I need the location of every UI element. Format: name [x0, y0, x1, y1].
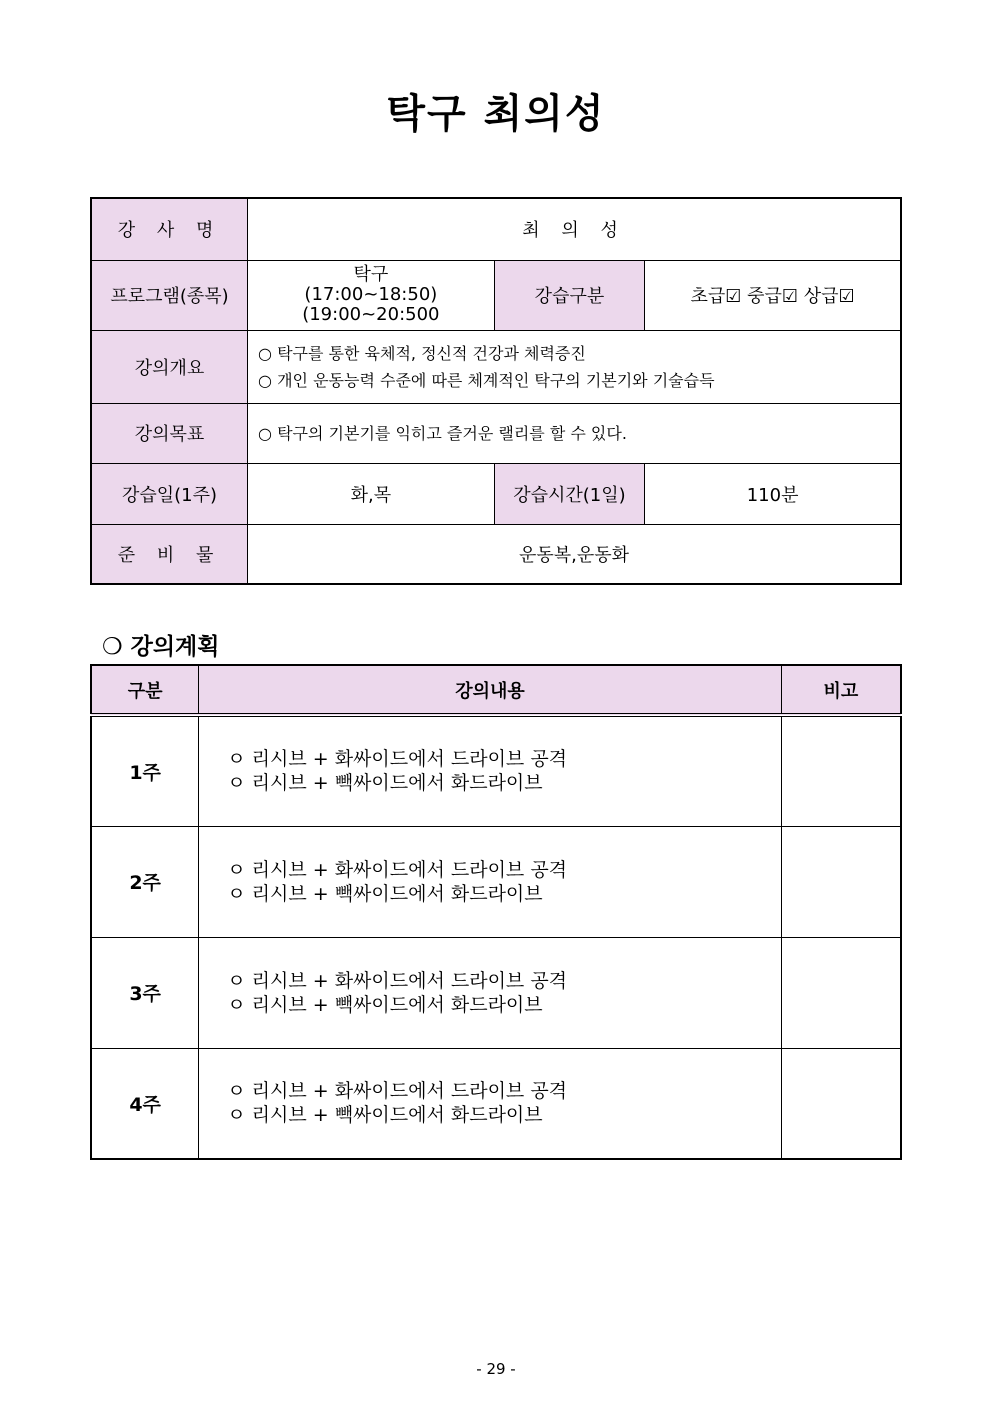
week-note — [781, 1048, 901, 1159]
content-line: ㅇ 리시브 + 빽싸이드에서 화드라이브 — [227, 1104, 543, 1127]
content-line: ㅇ 리시브 + 빽싸이드에서 화드라이브 — [227, 993, 543, 1016]
level-value: 초급☑ 중급☑ 상급☑ — [645, 260, 901, 330]
table-row — [91, 826, 901, 937]
supplies-label: 준 비 물 — [91, 524, 248, 584]
week-note — [781, 715, 901, 826]
header-note: 비고 — [781, 665, 901, 715]
overview-line: ○ 개인 운동능력 수준에 따른 체계적인 탁구의 기본기와 기술습득 — [258, 370, 715, 390]
overview-line: ○ 탁구를 통한 육체적, 정신적 건강과 체력증진 — [258, 343, 586, 363]
level-label: 강습구분 — [494, 260, 645, 330]
days-value: 화,목 — [248, 463, 495, 524]
program-line: (19:00~20:500 — [302, 304, 440, 325]
program-label: 프로그램(종목) — [91, 260, 248, 330]
lecture-plan-table — [90, 664, 902, 1160]
overview-value — [248, 330, 901, 403]
supplies-value: 운동복,운동화 — [248, 524, 901, 584]
program-value — [248, 260, 495, 330]
table-row — [91, 1048, 901, 1159]
content-line: ㅇ 리시브 + 빽싸이드에서 화드라이브 — [227, 772, 543, 795]
goal-label: 강의목표 — [91, 403, 248, 463]
week-content — [199, 715, 782, 826]
week-label: 2주 — [91, 826, 199, 937]
instructor-label: 강 사 명 — [91, 198, 248, 260]
time-value: 110분 — [645, 463, 901, 524]
week-content — [199, 1048, 782, 1159]
days-label: 강습일(1주) — [91, 463, 248, 524]
table-row — [91, 937, 901, 1048]
content-line: ㅇ 리시브 + 빽싸이드에서 화드라이브 — [227, 882, 543, 905]
time-label: 강습시간(1일) — [494, 463, 645, 524]
week-label: 4주 — [91, 1048, 199, 1159]
content-line: ㅇ 리시브 + 화싸이드에서 드라이브 공격 — [227, 969, 568, 992]
page-number: - 29 - — [476, 1360, 516, 1378]
header-content: 강의내용 — [199, 665, 782, 715]
week-label: 3주 — [91, 937, 199, 1048]
instructor-value: 최 의 성 — [248, 198, 901, 260]
page-title: 탁구 최의성 — [386, 91, 606, 137]
week-label: 1주 — [91, 715, 199, 826]
content-line: ㅇ 리시브 + 화싸이드에서 드라이브 공격 — [227, 748, 568, 771]
goal-value: ○ 탁구의 기본기를 익히고 즐거운 랠리를 할 수 있다. — [248, 403, 901, 463]
header-category: 구분 — [91, 665, 199, 715]
table-row — [91, 715, 901, 826]
content-line: ㅇ 리시브 + 화싸이드에서 드라이브 공격 — [227, 1080, 568, 1103]
content-line: ㅇ 리시브 + 화싸이드에서 드라이브 공격 — [227, 858, 568, 881]
week-note — [781, 826, 901, 937]
plan-section-title: ❍ 강의계획 — [102, 634, 220, 660]
program-line: (17:00~18:50) — [304, 284, 438, 305]
week-note — [781, 937, 901, 1048]
week-content — [199, 826, 782, 937]
course-info-table — [90, 197, 902, 585]
overview-label: 강의개요 — [91, 330, 248, 403]
week-content — [199, 937, 782, 1048]
program-line: 탁구 — [353, 264, 389, 285]
